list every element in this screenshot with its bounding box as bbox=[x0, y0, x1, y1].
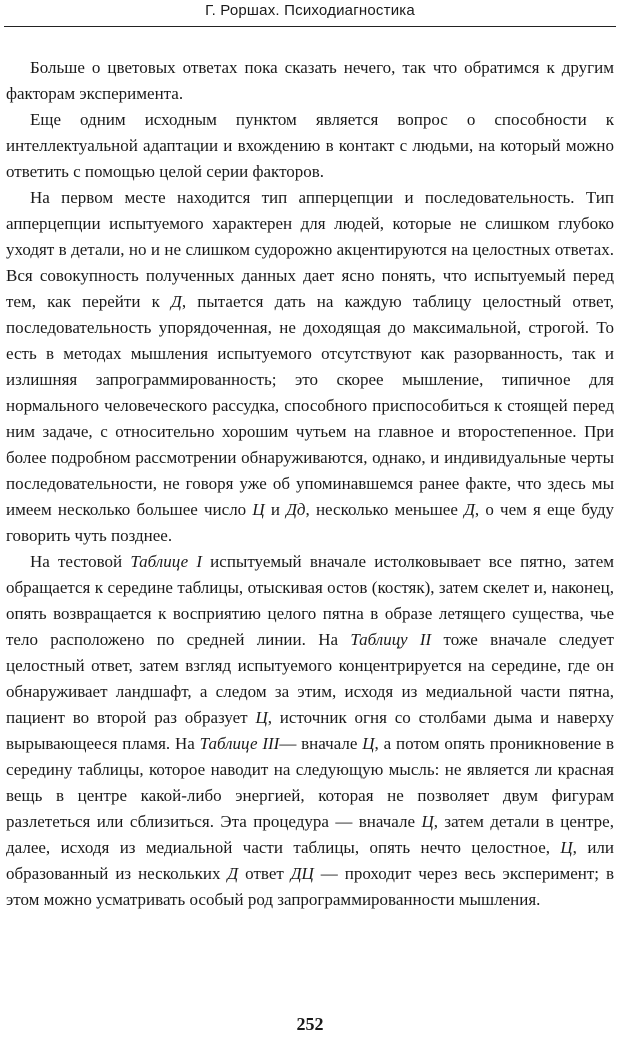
paragraph bbox=[6, 549, 614, 913]
text-run: — вначале bbox=[279, 734, 363, 753]
text-run: На первом месте находится тип апперцепции и последовательность. Тип апперцепции испытуемого характерен для людей, которые не слишком глубоко уходят в детали, но и не слишком судорожно акцентируются на целостных ответах. Вся совокупность полученных данных дает ясно понять, что испытуемый перед тем, как перейти к bbox=[6, 188, 614, 311]
body-text bbox=[6, 55, 614, 913]
italic-term: Ц bbox=[560, 838, 573, 857]
italic-term: Таблице III bbox=[199, 734, 280, 753]
header-rule bbox=[4, 26, 616, 27]
italic-term: Ц bbox=[255, 708, 268, 727]
text-run: испытуемый вначале истолковывает все пятно, затем обращается к середине таблицы, отыскивая остов (костяк), затем скелет и, наконец, опять возвращается к восприятию целого пятна в образе летящего существа, чье тело расположено по средней линии. На bbox=[6, 552, 615, 649]
running-title: Г. Роршах. Психодиагностика bbox=[205, 2, 415, 19]
italic-term: Д bbox=[227, 864, 239, 883]
text-run: тоже вначале следует целостный ответ, затем взгляд испытуемого концентрируется на середине, где он обнаруживает ландшафт, а следом за этим, исходя из медиальной части пятна, пациент во второй раз образует bbox=[6, 630, 614, 727]
italic-term: Таблице I bbox=[130, 552, 203, 571]
text-run: Больше о цветовых ответах пока сказать нечего, так что обратимся к другим факторам эксперимента. bbox=[6, 58, 614, 103]
text-run: , затем детали в центре, далее, исходя из медиальной части таблицы, опять нечто целостное, bbox=[6, 812, 614, 857]
italic-term: Дд bbox=[286, 500, 306, 519]
italic-term: Ц bbox=[252, 500, 265, 519]
text-run: , несколько меньшее bbox=[305, 500, 465, 519]
page-number: 252 bbox=[296, 1014, 324, 1034]
italic-term: Таблицу II bbox=[350, 630, 432, 649]
text-run: , о чем я еще буду говорить чуть позднее. bbox=[6, 500, 614, 545]
text-run: , или образованный из нескольких bbox=[6, 838, 614, 883]
italic-term: Д bbox=[171, 292, 182, 311]
text-run: , пытается дать на каждую таблицу целостный ответ, последовательность упорядоченная, не доходящая до максимальной, строгой. То есть в методах мышления испытуемого отсутствуют как разорванность, так и излишняя запрограммированность; это скорее мышление, типичное для нормального человеческого рассудка, способного приспособиться к стоящей перед ним задаче, с относительно хорошим чутьем на главное и второстепенное. При более подробном рассмотрении обнаруживаются, однако, и индивидуальные черты последовательности, не говоря уже об упоминавшемся ранее факте, что здесь мы имеем несколько большее число bbox=[6, 292, 614, 519]
text-run: На тестовой bbox=[30, 552, 131, 571]
text-run: , а потом опять проникновение в середину таблицы, которое наводит на следующую мысль: не является ли красная вещь в центре какой-либо энергией, которая не позволяет двум фигурам разлететься или сблизиться. Эта процедура — вначале bbox=[6, 734, 614, 831]
paragraph bbox=[6, 107, 614, 185]
italic-term: Ц bbox=[421, 812, 434, 831]
italic-term: Ц bbox=[362, 734, 375, 753]
text-run: и bbox=[264, 500, 287, 519]
text-run: Еще одним исходным пунктом является вопрос о способности к интеллектуальной адаптации и вхождению в контакт с людьми, на который можно ответить с помощью целой серии факторов. bbox=[6, 110, 614, 181]
paragraph bbox=[6, 185, 614, 549]
italic-term: ДЦ bbox=[290, 864, 314, 883]
paragraph bbox=[6, 55, 614, 107]
italic-term: Д bbox=[464, 500, 475, 519]
text-run: — проходит через весь эксперимент; в этом можно усматривать особый род запрограммированности мышления. bbox=[6, 864, 614, 909]
text-run: , источник огня со столбами дыма и наверху вырывающееся пламя. На bbox=[6, 708, 614, 753]
text-run: ответ bbox=[238, 864, 291, 883]
